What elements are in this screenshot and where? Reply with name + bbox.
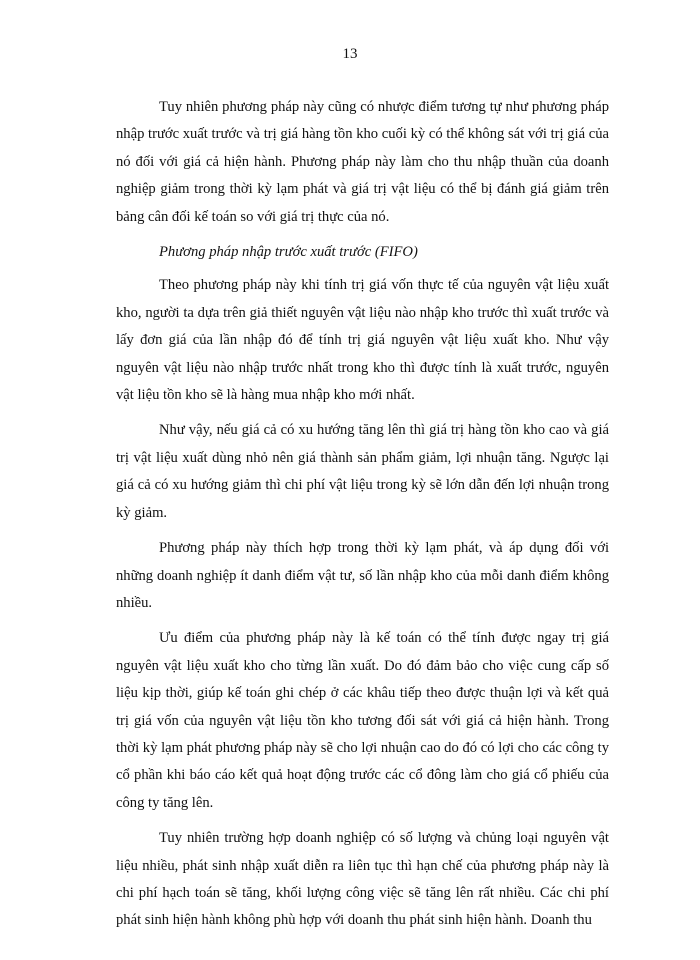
paragraph-fifo-advantages: Ưu điểm của phương pháp này là kế toán có thể tính được ngay trị giá nguyên vật liệu xuất kho cho từng lần xuất. Do đó đảm bảo cho việc cung cấp số liệu kịp thời, giúp kế toán ghi chép ở các khâu tiếp theo được thuận lợi và kết quả trị giá vốn của nguyên vật liệu tồn kho tương đối sát với giá cả hiện hành. Trong thời kỳ lạm phát phương pháp này sẽ cho lợi nhuận cao do đó có lợi cho các công ty cổ phần khi báo cáo kết quả hoạt động trước các cổ đông làm cho giá cổ phiếu của công ty tăng lên. <box>116 630 609 811</box>
paragraph-drawbacks-lifo: Tuy nhiên phương pháp này cũng có nhược điểm tương tự như phương pháp nhập trước xuất trước và trị giá hàng tồn kho cuối kỳ có thể không sát với trị giá của nó đối với giá cả hiện hành. Phương pháp này làm cho thu nhập thuần của doanh nghiệp giảm trong thời kỳ lạm phát và giá trị vật liệu có thể bị đánh giá giảm trên bảng cân đối kế toán so với giá trị thực của nó. <box>116 99 609 225</box>
paragraph-fifo-limitations: Tuy nhiên trường hợp doanh nghiệp có số lượng và chủng loại nguyên vật liệu nhiều, phát sinh nhập xuất diễn ra liên tục thì hạn chế của phương pháp này là chi phí hạch toán sẽ tăng, khối lượng công việc sẽ tăng lên rất nhiều. Các chi phí phát sinh hiện hành không phù hợp với doanh thu phát sinh hiện hành. Doanh thu <box>116 830 609 929</box>
paragraph-fifo-suitability: Phương pháp này thích hợp trong thời kỳ lạm phát, và áp dụng đối với những doanh nghiệp ít danh điểm vật tư, số lần nhập kho của mỗi danh điểm không nhiều. <box>116 540 609 611</box>
paragraph-fifo-price-trend: Như vậy, nếu giá cả có xu hướng tăng lên thì giá trị hàng tồn kho cao và giá trị vật liệu xuất dùng nhỏ nên giá thành sản phẩm giảm, lợi nhuận tăng. Ngược lại giá cả có xu hướng giảm thì chi phí vật liệu trong kỳ sẽ lớn dẫn đến lợi nhuận trong kỳ giảm. <box>116 422 609 521</box>
document-body <box>116 94 609 940</box>
paragraph-fifo-definition: Theo phương pháp này khi tính trị giá vốn thực tế của nguyên vật liệu xuất kho, người ta dựa trên giả thiết nguyên vật liệu nào nhập kho trước thì xuất trước và lấy đơn giá của lần nhập đó để tính trị giá nguyên vật liệu xuất kho. Như vậy nguyên vật liệu nào nhập trước nhất trong kho thì được tính là xuất trước, nguyên vật liệu tồn kho sẽ là hàng mua nhập kho mới nhất. <box>116 277 609 404</box>
section-heading-fifo: Phương pháp nhập trước xuất trước (FIFO) <box>159 244 418 261</box>
page-number: 13 <box>342 46 358 62</box>
